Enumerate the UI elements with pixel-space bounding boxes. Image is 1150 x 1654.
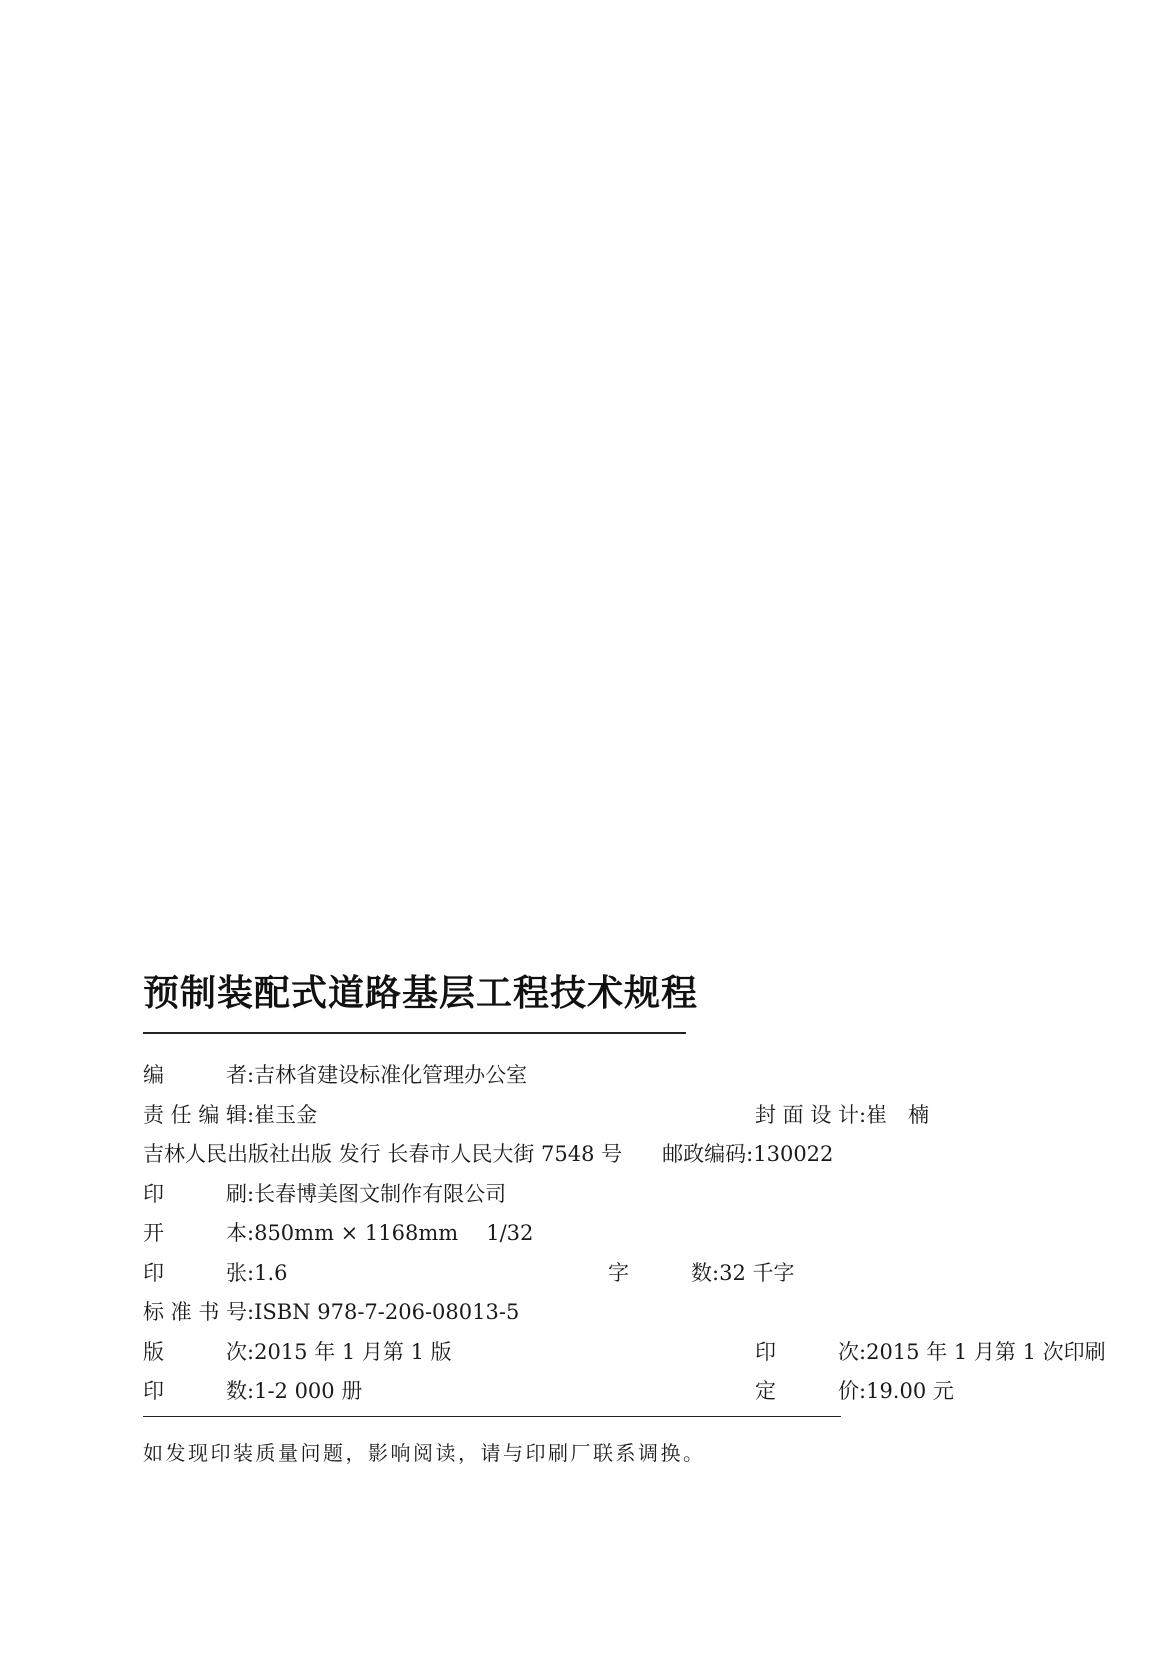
info-row-print-run: [143, 1372, 1003, 1412]
price-label: 定价: [755, 1379, 859, 1403]
book-title: 预制装配式道路基层工程技术规程: [143, 973, 699, 1014]
publisher-text: 吉林人民出版社出版 发行 长春市人民大街 7548 号: [143, 1142, 623, 1166]
isbn-label: 标准书号: [143, 1300, 247, 1324]
info-row-sheets: [143, 1254, 1003, 1294]
postal-value: 130022: [753, 1142, 834, 1166]
editor-value: 崔玉金: [254, 1102, 318, 1127]
edition-label: 版次: [143, 1339, 247, 1364]
word-count-field: [608, 1254, 794, 1294]
info-row-edition: [143, 1333, 1106, 1373]
isbn-value: ISBN 978-7-206-08013-5: [254, 1300, 520, 1324]
price-value: 19.00 元: [866, 1379, 954, 1403]
format-label: 开本: [143, 1221, 247, 1245]
cover-design-value: 崔 楠: [866, 1102, 930, 1127]
info-row-author: [143, 1056, 1003, 1096]
info-bottom-rule: [143, 1416, 841, 1417]
sheets-label: 印张: [143, 1260, 247, 1285]
impression-field: [755, 1333, 1106, 1373]
edition-field: [143, 1333, 452, 1373]
print-run-separator: :: [247, 1379, 255, 1403]
publisher-field: [143, 1135, 833, 1175]
editor-separator: :: [247, 1102, 255, 1127]
author-label: 编者: [143, 1063, 247, 1087]
print-run-value: 1-2 000 册: [254, 1379, 363, 1403]
print-run-label: 印数: [143, 1379, 247, 1403]
editor-field: [143, 1096, 317, 1136]
impression-value: 2015 年 1 月第 1 次印刷: [866, 1339, 1106, 1364]
publication-info: [143, 1056, 1106, 1412]
word-count-separator: :: [712, 1260, 720, 1285]
impression-label: 印次: [755, 1339, 859, 1364]
cover-design-field: [755, 1096, 929, 1136]
author-separator: :: [247, 1063, 255, 1087]
info-row-isbn: [143, 1293, 1003, 1333]
isbn-separator: :: [247, 1300, 255, 1324]
cover-design-label: 封面设计: [755, 1102, 859, 1127]
word-count-label: 字数: [608, 1260, 712, 1285]
printer-separator: :: [247, 1181, 255, 1206]
impression-separator: :: [859, 1339, 867, 1364]
postal-separator: :: [746, 1142, 754, 1166]
price-separator: :: [859, 1379, 867, 1403]
format-fraction: 1/32: [486, 1221, 534, 1245]
format-separator: :: [247, 1221, 255, 1245]
quality-notice: 如发现印装质量问题，影响阅读，请与印刷厂联系调换。: [143, 1441, 706, 1465]
edition-separator: :: [247, 1339, 255, 1364]
author-field: [143, 1056, 527, 1096]
printer-value: 长春博美图文制作有限公司: [254, 1181, 507, 1206]
cover-design-separator: :: [859, 1102, 867, 1127]
sheets-value: 1.6: [254, 1260, 288, 1285]
format-field: [143, 1214, 533, 1254]
info-row-editor: [143, 1096, 1003, 1136]
postal-label: 邮政编码: [662, 1142, 747, 1166]
printer-field: [143, 1175, 506, 1215]
author-value: 吉林省建设标准化管理办公室: [254, 1063, 528, 1087]
format-value: 850mm × 1168mm: [254, 1221, 459, 1245]
print-run-field: [143, 1372, 362, 1412]
price-field: [755, 1372, 954, 1412]
title-underline: [143, 1032, 686, 1034]
sheets-separator: :: [247, 1260, 255, 1285]
editor-label: 责任编辑: [143, 1102, 247, 1127]
info-row-format: [143, 1214, 1003, 1254]
isbn-field: [143, 1293, 519, 1333]
edition-value: 2015 年 1 月第 1 版: [254, 1339, 452, 1364]
info-row-printer: [143, 1175, 1003, 1215]
printer-label: 印刷: [143, 1181, 247, 1206]
info-row-publisher: [143, 1135, 1003, 1175]
word-count-value: 32 千字: [719, 1260, 795, 1285]
sheets-field: [143, 1254, 287, 1294]
